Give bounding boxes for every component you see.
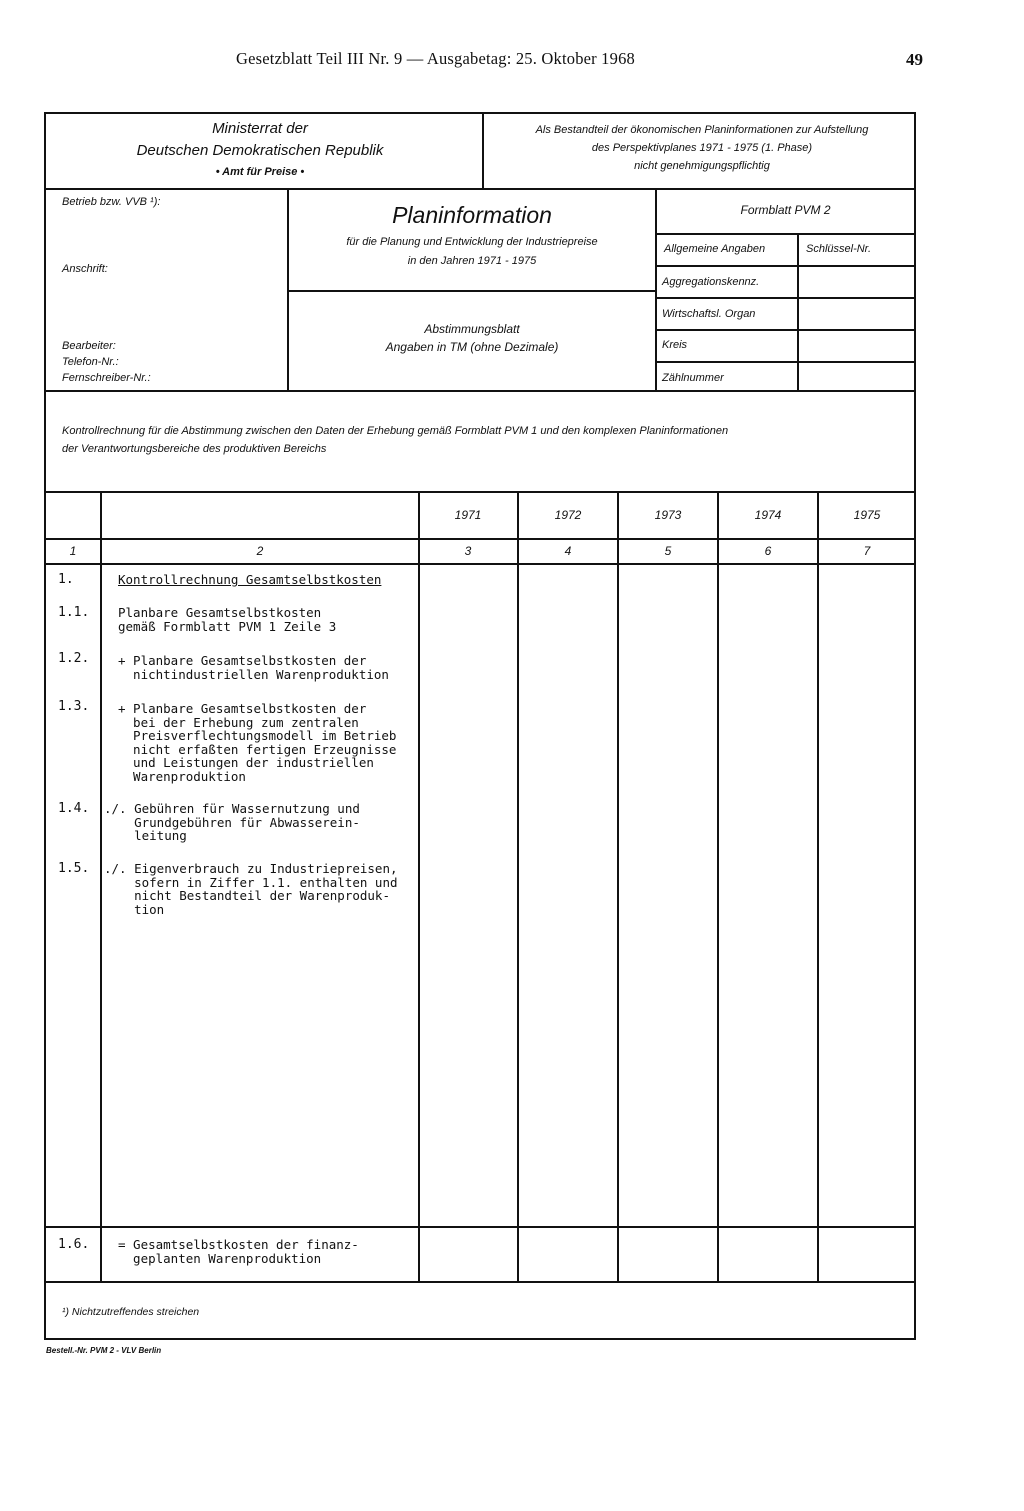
note-line2: des Perspektivplanes 1971 - 1975 (1. Phase) bbox=[591, 142, 813, 154]
label-bearbeiter: Bearbeiter: bbox=[62, 340, 116, 352]
row-text: ./. Gebühren für Wassernutzung und Grundgebühren für Abwasserein- leitung bbox=[104, 801, 360, 844]
row-number: 1.5. bbox=[58, 861, 90, 876]
schluessel-label: Schlüssel-Nr. bbox=[806, 243, 871, 255]
colnum-6: 6 bbox=[764, 544, 772, 558]
year-1972: 1972 bbox=[554, 508, 582, 522]
row-number: 1.6. bbox=[58, 1237, 90, 1252]
description-line2: der Verantwortungsbereiche des produktiven Bereichs bbox=[62, 443, 327, 455]
row-number: 1.3. bbox=[58, 699, 90, 714]
allgemeine-label: Allgemeine Angaben bbox=[664, 243, 766, 255]
label-betrieb: Betrieb bzw. VVB ¹): bbox=[62, 196, 161, 208]
form-title: Planinformation bbox=[392, 202, 552, 228]
colnum-1: 1 bbox=[69, 544, 77, 558]
issuer-line3: • Amt für Preise • bbox=[215, 166, 305, 178]
label-fernschreiber: Fernschreiber-Nr.: bbox=[62, 372, 151, 384]
footnote: ¹) Nichtzutreffendes streichen bbox=[62, 1306, 200, 1318]
row-text: Kontrollrechnung Gesamtselbstkosten bbox=[118, 572, 382, 587]
form-subtitle2: in den Jahren 1971 - 1975 bbox=[407, 255, 537, 267]
row-number: 1.2. bbox=[58, 651, 90, 666]
note-line3: nicht genehmigungspflichtig bbox=[634, 160, 770, 172]
row-text: + Planbare Gesamtselbstkosten der nichtindustriellen Warenproduktion bbox=[118, 653, 389, 682]
colnum-4: 4 bbox=[564, 544, 572, 558]
row-number: 1.1. bbox=[58, 605, 90, 620]
label-telefon: Telefon-Nr.: bbox=[62, 356, 119, 368]
issuer-line2: Deutschen Demokratischen Republik bbox=[136, 142, 384, 159]
year-1975: 1975 bbox=[853, 508, 881, 522]
aggregation-label: Aggregationskennz. bbox=[662, 276, 760, 288]
abstimmung-line1: Abstimmungsblatt bbox=[424, 322, 520, 336]
issuer-line1: Ministerrat der bbox=[212, 120, 308, 137]
year-1973: 1973 bbox=[654, 508, 682, 522]
colnum-7: 7 bbox=[863, 544, 871, 558]
row-text: ./. Eigenverbrauch zu Industriepreisen, sofern in Ziffer 1.1. enthalten und nicht Bestandteil der Warenproduk- tion bbox=[104, 861, 398, 917]
row-number: 1. bbox=[58, 572, 74, 587]
row-text: + Planbare Gesamtselbstkosten der bei der Erhebung zum zentralen Preisverflechtungsmodell im Betrieb nicht erfaßten fertigen Erzeugnisse und Leistungen der industriellen Warenproduktion bbox=[118, 701, 397, 784]
abstimmung-line2: Angaben in TM (ohne Dezimale) bbox=[385, 340, 559, 354]
order-number: Bestell.-Nr. PVM 2 - VLV Berlin bbox=[46, 1346, 162, 1355]
kreis-label: Kreis bbox=[662, 339, 688, 351]
wirtschaft-label: Wirtschaftsl. Organ bbox=[662, 308, 756, 320]
row-text: Planbare Gesamtselbstkosten gemäß Formblatt PVM 1 Zeile 3 bbox=[118, 605, 337, 634]
colnum-5: 5 bbox=[664, 544, 672, 558]
row-number: 1.4. bbox=[58, 801, 90, 816]
year-1971: 1971 bbox=[454, 508, 482, 522]
formblatt-label: Formblatt PVM 2 bbox=[740, 203, 831, 217]
label-anschrift: Anschrift: bbox=[62, 263, 108, 275]
year-1974: 1974 bbox=[754, 508, 782, 522]
form-subtitle1: für die Planung und Entwicklung der Industriepreise bbox=[346, 236, 598, 248]
note-line1: Als Bestandteil der ökonomischen Planinformationen zur Aufstellung bbox=[535, 124, 869, 136]
zaehlnummer-label: Zählnummer bbox=[662, 372, 724, 384]
colnum-2: 2 bbox=[256, 544, 264, 558]
description-line1: Kontrollrechnung für die Abstimmung zwischen den Daten der Erhebung gemäß Formblatt PVM 1 und den komplexen Planinformationen bbox=[62, 425, 729, 437]
page-header-title: Gesetzblatt Teil III Nr. 9 — Ausgabetag: 25. Oktober 1968 bbox=[236, 49, 635, 68]
page-number: 49 bbox=[906, 50, 923, 69]
colnum-3: 3 bbox=[464, 544, 472, 558]
row-text: = Gesamtselbstkosten der finanz- geplanten Warenproduktion bbox=[118, 1237, 359, 1266]
